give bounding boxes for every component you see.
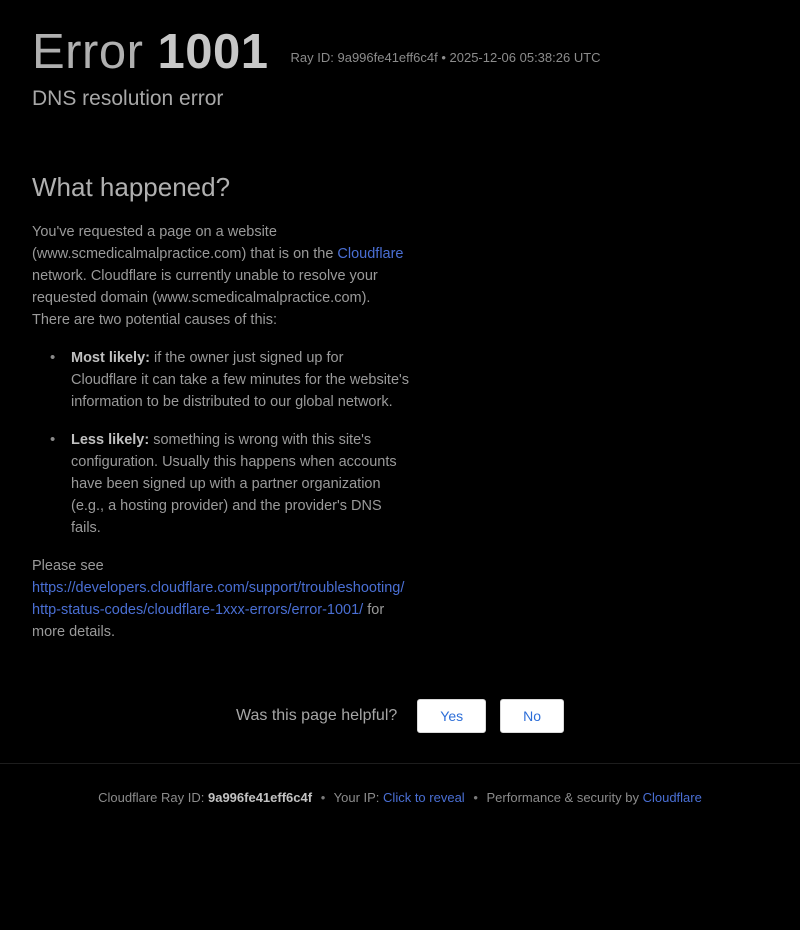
footer-performance-label: Performance & security by xyxy=(486,790,639,805)
what-happened-section xyxy=(32,172,412,643)
more-details-suffix: for more details. xyxy=(32,602,385,640)
paragraph-part-2: network. Cloudflare is currently unable to resolve your requested domain (www.scmedicalmalpractice.com). There are two potential causes of this: xyxy=(32,268,378,328)
error-title-row xyxy=(32,26,768,79)
section-title-what-happened: What happened? xyxy=(32,172,231,202)
click-to-reveal-link[interactable]: Click to reveal xyxy=(383,790,465,805)
error-code: 1001 xyxy=(157,25,269,79)
feedback-no-button[interactable]: No xyxy=(500,699,564,733)
cause-text: if the owner just signed up for Cloudflare it can take a few minutes for the website's information to be distributed to our global network. xyxy=(71,350,410,410)
error-label: Error xyxy=(32,25,144,79)
cause-label: Most likely: xyxy=(71,350,150,366)
cause-text: something is wrong with this site's configuration. Usually this happens when accounts have been signed up with a partner organization (e.g., a hosting provider) and the provider's DNS fails. xyxy=(71,432,397,536)
feedback-bar xyxy=(32,699,768,763)
ray-id-timestamp: Ray ID: 9a996fe41eff6c4f • 2025-12-06 05:38:26 UTC xyxy=(290,50,601,65)
list-item xyxy=(58,429,412,539)
right-column-empty xyxy=(412,172,768,643)
paragraph-part-1: You've requested a page on a website (www.scmedicalmalpractice.com) that is on the xyxy=(32,224,338,262)
page-footer xyxy=(0,764,800,805)
cause-label: Less likely: xyxy=(71,432,150,448)
error-header xyxy=(32,0,768,112)
cloudflare-link[interactable]: Cloudflare xyxy=(337,246,404,262)
footer-cloudflare-link[interactable]: Cloudflare xyxy=(642,790,702,805)
more-details-prefix: Please see xyxy=(32,558,104,574)
what-happened-paragraph xyxy=(32,221,412,331)
footer-separator-1: • xyxy=(320,790,326,805)
footer-ray-id: 9a996fe41eff6c4f xyxy=(207,790,313,805)
causes-list xyxy=(32,347,412,539)
footer-separator-2: • xyxy=(473,790,478,805)
troubleshooting-link[interactable]: https://developers.cloudflare.com/support/troubleshooting/http-status-codes/cloudflare-1xxx-errors/error-1001/ xyxy=(32,580,405,618)
error-subtitle: DNS resolution error xyxy=(32,86,224,110)
main-columns xyxy=(32,172,768,643)
more-details xyxy=(32,555,412,643)
feedback-yes-button[interactable]: Yes xyxy=(417,699,486,733)
footer-your-ip-label: Your IP: xyxy=(333,790,380,805)
page-title xyxy=(32,26,269,79)
footer-ray-label: Cloudflare Ray ID: xyxy=(98,790,205,805)
list-item xyxy=(58,347,412,413)
feedback-question: Was this page helpful? xyxy=(235,707,398,724)
